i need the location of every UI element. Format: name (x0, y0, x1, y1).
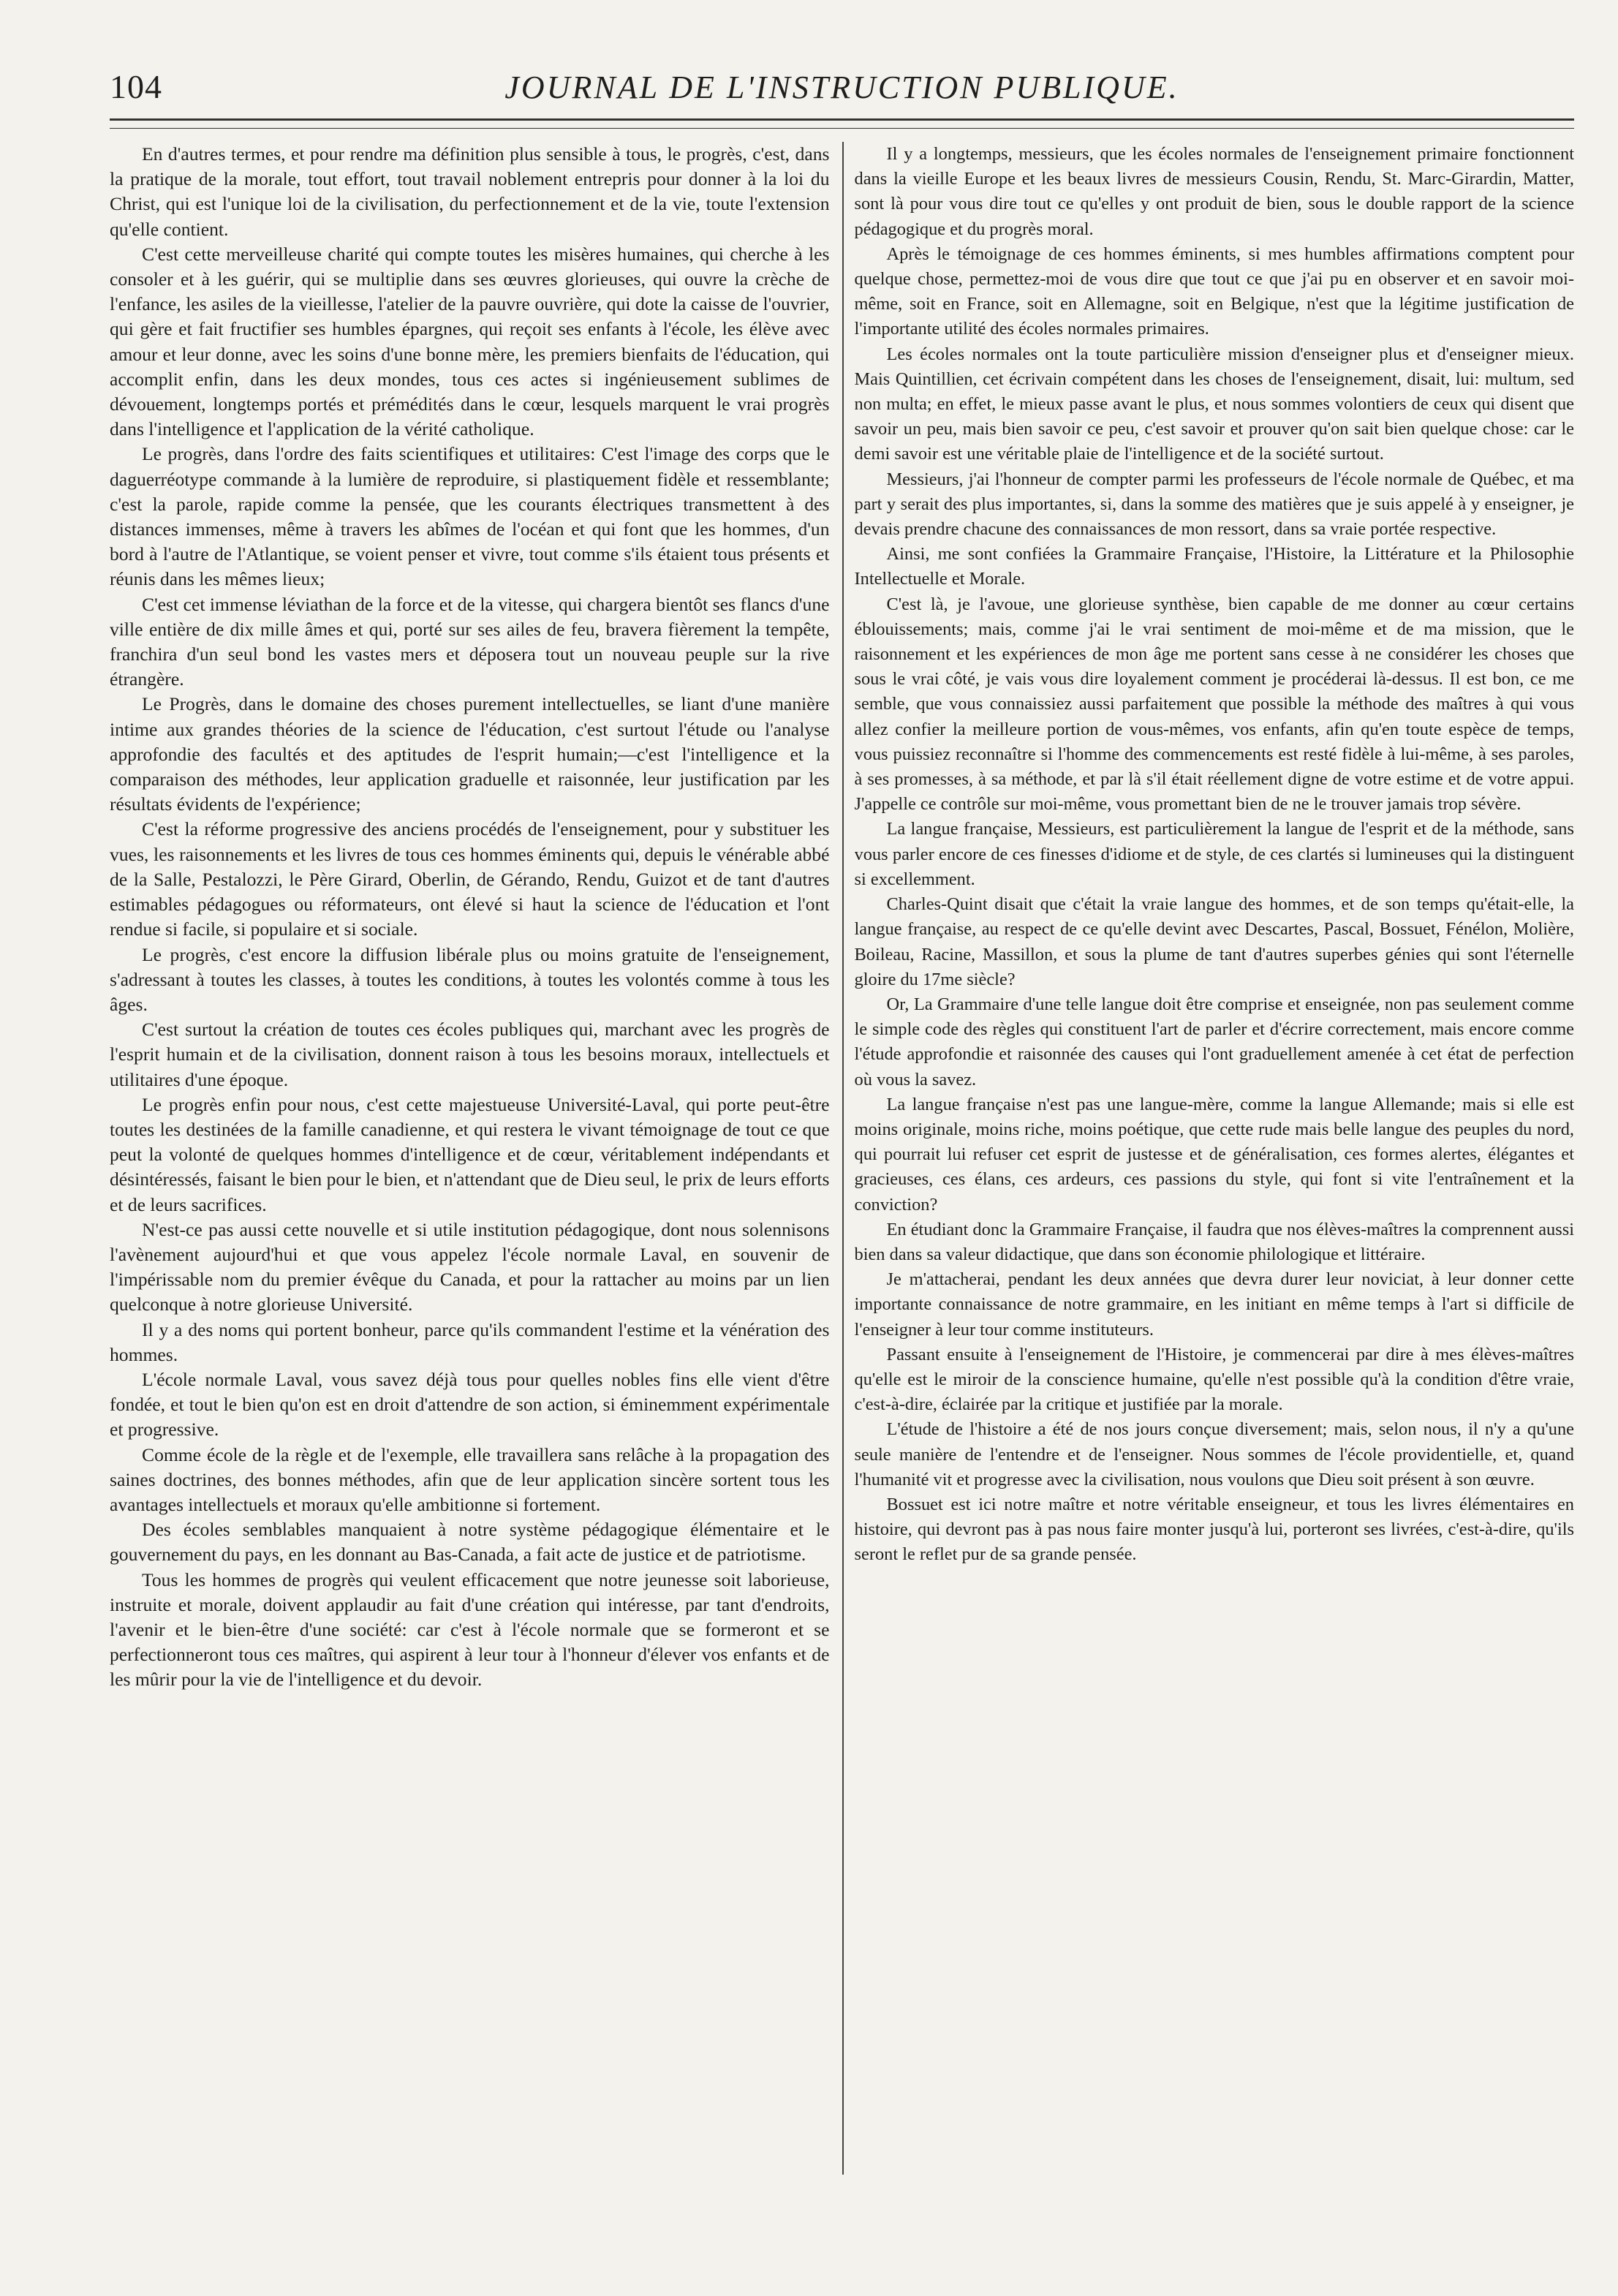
paragraph: Le Progrès, dans le domaine des choses purement intellectuelles, se liant d'une manière intime aux grandes théories de la science de l'éducation, c'est surtout l'étude ou l'analyse approfondie des facultés et des aptitudes de l'esprit humain;—c'est l'intelligence et la comparaison des méthodes, leur application graduelle et raisonnée, leur justification par les résultats évidents de l'expérience; (110, 693, 830, 815)
article-columns (110, 142, 1574, 2175)
paragraph: C'est cet immense léviathan de la force et de la vitesse, qui chargera bientôt ses flancs d'une ville entière de dix mille âmes et qui, porté sur ses ailes de feu, bravera fièrement la tempête, franchira d'un seul bond les vastes mers et déposera tout un nouveau peuple sur la rive étrangère. (110, 593, 830, 690)
paragraph: Charles-Quint disait que c'était la vraie langue des hommes, et de son temps qu'était-elle, la langue française, au respect de ce qu'elle devint avec Descartes, Pascal, Bossuet, Fénélon, Molière, Boileau, Racine, Massillon, et sous la plume de tant d'autres superbes génies qui sont l'éternelle gloire du 17me siècle? (854, 894, 1574, 989)
left-column (110, 142, 830, 2175)
paragraph: Le progrès, c'est encore la diffusion libérale plus ou moins gratuite de l'enseignement, s'adressant à toutes les classes, à toutes les conditions, à toutes les volontés comme à tous les âges. (110, 943, 830, 1015)
paragraph: L'école normale Laval, vous savez déjà tous pour quelles nobles fins elle vient d'être fondée, et tout le bien qu'on est en droit d'attendre de son action, si éminemment expérimentale et progressive. (110, 1368, 830, 1440)
paragraph: C'est surtout la création de toutes ces écoles publiques qui, marchant avec les progrès de l'esprit humain et de la civilisation, donnent raison à tous les besoins moraux, intellectuels et utilitaires d'une époque. (110, 1019, 830, 1090)
running-title: JOURNAL DE L'INSTRUCTION PUBLIQUE. (504, 69, 1179, 105)
right-column (855, 142, 1575, 2175)
paragraph: C'est là, je l'avoue, une glorieuse synthèse, bien capable de me donner au cœur certains éblouissements; mais, comme j'ai le vrai sentiment de moi-même et de ma mission, que le raisonnement et les expériences de mon âge me portent sans cesse à ne considérer les choses que sous le vrai côté, je vais vous dire loyalement comment je procéderai là-dessus. Il est bon, ce me semble, que vous connaissiez aussi parfaitement que possible la méthode des maîtres à qui vous allez confier la meilleure portion de vous-mêmes, vos enfants, afin qu'en toute espèce de temps, vous puissiez reconnaître si l'homme des commencements est resté fidèle à lui-même, à ses paroles, à ses promesses, à sa méthode, et par là s'il était réellement digne de votre estime et de votre appui. J'appelle ce contrôle sur moi-même, vous promettant bien de ne le trouver jamais trop sévère. (854, 594, 1574, 815)
paragraph: Je m'attacherai, pendant les deux années que devra durer leur noviciat, à leur donner cette importante connaissance de notre grammaire, en les initiant en même temps à l'art si difficile de l'enseigner à leur tour comme instituteurs. (854, 1269, 1574, 1340)
paragraph: Messieurs, j'ai l'honneur de compter parmi les professeurs de l'école normale de Québec, et ma part y serait des plus importantes, si, dans la somme des matières que je suis appelé à y enseigner, je devais prendre chacune des connaissances de mon ressort, dans sa vraie portée respective. (854, 469, 1574, 540)
paragraph: Or, La Grammaire d'une telle langue doit être comprise et enseignée, non pas seulement comme le simple code des règles qui constituent l'art de parler et d'écrire correctement, mais encore comme l'étude approfondie et raisonnée des causes qui l'ont graduellement amenée à cet état de perfection où vous la savez. (854, 994, 1574, 1090)
paragraph: L'étude de l'histoire a été de nos jours conçue diversement; mais, selon nous, il n'y a qu'une seule manière de l'entendre et de l'enseigner. Nous sommes de l'école providentielle, et, quand l'humanité vit et progresse avec la civilisation, nous voulons que Dieu soit présent à son œuvre. (854, 1419, 1574, 1489)
paragraph: Des écoles semblables manquaient à notre système pédagogique élémentaire et le gouvernement du pays, en les donnant au Bas-Canada, a fait acte de justice et de patriotisme. (110, 1519, 830, 1566)
paragraph: Les écoles normales ont la toute particulière mission d'enseigner plus et d'enseigner mieux. Mais Quintillien, cet écrivain compétent dans les choses de l'enseignement, disait, lui: multum, sed non multa; en effet, le mieux passe avant le plus, et nous sommes volontiers de ceux qui disent que savoir un peu, mais bien savoir ce peu, c'est savoir et prouver qu'on sait bien quelque chose: car le demi savoir est une véritable plaie de l'intelligence et de la société surtout. (854, 344, 1574, 464)
paragraph: N'est-ce pas aussi cette nouvelle et si utile institution pédagogique, dont nous solennisons l'avènement aujourd'hui et que vous appelez l'école normale Laval, en souvenir de l'impérissable nom du premier évêque du Canada, et pour la rattacher au moins par un lien quelconque à notre glorieuse Université. (110, 1218, 830, 1315)
header-rule (110, 118, 1574, 129)
paragraph: En étudiant donc la Grammaire Française, il faudra que nos élèves-maîtres la comprennent aussi bien dans sa valeur didactique, que dans son économie philologique et littéraire. (854, 1219, 1574, 1264)
paragraph: C'est la réforme progressive des anciens procédés de l'enseignement, pour y substituer les vues, les raisonnements et les livres de tous ces hommes éminents qui, depuis le vénérable abbé de la Salle, Pestalozzi, le Père Girard, Oberlin, de Gérando, Rendu, Guizot et de tant d'autres estimables pédagogues ou réformateurs, ont élevé si haut la science de l'éducation et l'ont rendue si facile, si populaire et si sociale. (110, 818, 830, 940)
paragraph: Ainsi, me sont confiées la Grammaire Française, l'Histoire, la Littérature et la Philosophie Intellectuelle et Morale. (854, 544, 1574, 589)
paragraph: Tous les hommes de progrès qui veulent efficacement que notre jeunesse soit laborieuse, instruite et morale, doivent applaudir au fait d'une création qui intéresse, par tant d'endroits, l'avenir et le bien-être d'une société: car c'est à l'école normale que se formeront et se perfectionneront tous ces maîtres, qui aspirent à leur tour à l'honneur d'élever vos enfants et de les mûrir pour la vie de l'intelligence et du devoir. (110, 1568, 830, 1691)
paragraph: En d'autres termes, et pour rendre ma définition plus sensible à tous, le progrès, c'est, dans la pratique de la morale, tout effort, tout travail noblement entrepris pour donner à la loi du Christ, qui est l'unique loi de la civilisation, du perfectionnement et de la vie, toute l'extension qu'elle contient. (110, 143, 830, 240)
paragraph: Le progrès, dans l'ordre des faits scientifiques et utilitaires: C'est l'image des corps que le daguerréotype commande à la lumière de reproduire, si plastiquement fidèle et ressemblante; c'est la parole, rapide comme la pensée, que les courants électriques transmettent à des distances immenses, même à travers les abîmes de l'océan et qui font que les hommes, d'un bord à l'autre de l'Atlantique, se voient penser et vivre, tout comme s'ils étaient tous présents et réunis dans les mêmes lieux; (110, 443, 830, 590)
paragraph: Comme école de la règle et de l'exemple, elle travaillera sans relâche à la propagation des saines doctrines, des bonnes méthodes, afin que de leur application sincère sortent tous les avantages intellectuels et moraux qu'elle ambitionne si fortement. (110, 1443, 830, 1515)
page-header (110, 67, 1574, 118)
paragraph: Après le témoignage de ces hommes éminents, si mes humbles affirmations comptent pour quelque chose, permettez-moi de vous dire que tout ce que j'ai pu en observer et en savoir moi-même, soit en France, soit en Allemagne, soit en Belgique, n'est que la légitime justification de l'importante utilité des écoles normales primaires. (854, 243, 1574, 339)
page-number: 104 (110, 68, 162, 105)
paragraph: Il y a longtemps, messieurs, que les écoles normales de l'enseignement primaire fonctionnent dans la vieille Europe et les beaux livres de messieurs Cousin, Rendu, St. Marc-Girardin, Matter, sont là pour vous dire tout ce qu'elles y ont produit de bien, sous le double rapport de la science pédagogique et du progrès moral. (854, 144, 1574, 239)
paragraph: Bossuet est ici notre maître et notre véritable enseigneur, et tous les livres élémentaires en histoire, qui devront pas à pas nous faire monter jusqu'à lui, porteront ses livrées, c'est-à-dire, qu'ils seront le reflet pur de sa grande pensée. (854, 1494, 1574, 1565)
paragraph: C'est cette merveilleuse charité qui compte toutes les misères humaines, qui cherche à les consoler et à les guérir, qui se multiplie dans ses œuvres glorieuses, qui ouvre la crèche de l'enfance, les asiles de la vieillesse, l'atelier de la pauvre ouvrière, qui dote la caisse de l'ouvrier, qui gère et fait fructifier ses humbles épargnes, qui reçoit ses enfants à l'école, les élève avec amour et leur donne, avec les soins d'une bonne mère, les premiers bienfaits de l'éducation, qui accomplit enfin, dans les deux mondes, tous ces actes si ingénieusement sublimes de dévouement, longtemps portés et prémédités dans le cœur, lesquels marquent le vrai progrès dans l'intelligence et l'application de la vérité catholique. (110, 243, 830, 440)
paragraph: Il y a des noms qui portent bonheur, parce qu'ils commandent l'estime et la vénération des hommes. (110, 1318, 830, 1365)
paragraph: La langue française n'est pas une langue-mère, comme la langue Allemande; mais si elle est moins originale, moins riche, moins poétique, que cette rude mais belle langue des peuples du nord, qui pourrait lui refuser cet esprit de justesse et de généralisation, ces formes alertes, élégantes et gracieuses, ces élans, ces ardeurs, ces passions du style, qui font si vite l'entraînement et la conviction? (854, 1094, 1574, 1215)
paragraph: La langue française, Messieurs, est particulièrement la langue de l'esprit et de la méthode, sans vous parler encore de ces finesses d'idiome et de style, de ces clartés si lumineuses qui la distinguent si excellemment. (854, 819, 1574, 889)
paragraph: Le progrès enfin pour nous, c'est cette majestueuse Université-Laval, qui porte peut-être toutes les destinées de la famille canadienne, et qui restera le vivant témoignage de tout ce que peut la volonté de quelques hommes d'intelligence et de cœur, véritablement indépendants et désintéressés, faisant le bien pour le bien, et n'attendant que de Dieu seul, le prix de leurs efforts et de leurs sacrifices. (110, 1093, 830, 1215)
paragraph: Passant ensuite à l'enseignement de l'Histoire, je commencerai par dire à mes élèves-maîtres qu'elle est le miroir de la conscience humaine, qu'elle n'est possible qu'à la condition d'être vraie, c'est-à-dire, éclairée par la critique et justifiée par la morale. (854, 1344, 1574, 1415)
